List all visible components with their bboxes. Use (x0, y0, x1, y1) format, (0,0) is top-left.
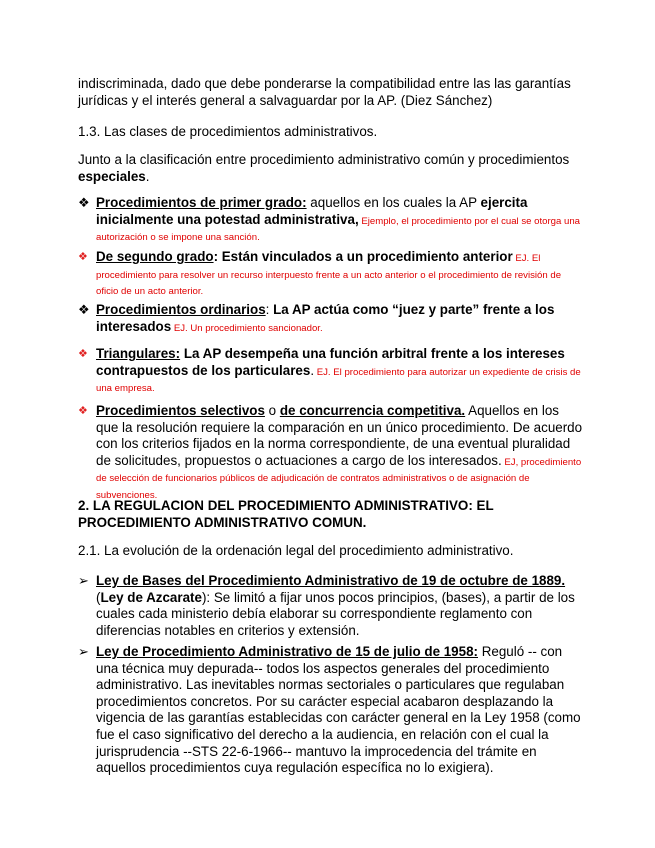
bullet-example: EJ. Un procedimiento sancionador. (171, 322, 323, 334)
bullet-bold: : Están vinculados a un procedimiento anterior (213, 249, 513, 264)
law-title: Ley de Procedimiento Administrativo de 15 de julio de 1958: (96, 644, 478, 659)
law-1889 (78, 573, 584, 639)
section-title-text: 1.3. Las clases de procedimientos administrativos. (78, 124, 378, 139)
section-2-heading (78, 498, 584, 531)
intro-text: indiscriminada, dado que debe ponderarse la compatibilidad entre las las garantías jurídicas y el interés general a salvaguardar por la AP. (Diez Sánchez) (78, 76, 571, 108)
bullet-primer-grado (78, 195, 584, 245)
bullet-bold: ejercita inicialmente una potestad administrativa, (96, 195, 528, 227)
lead-end: . (145, 168, 150, 184)
diamond-bullet-icon: ❖ (78, 302, 90, 317)
arrow-bullet-icon: ➢ (78, 573, 89, 588)
bullet-term: Procedimientos selectivos (96, 403, 265, 418)
bullet-term: Procedimientos de primer grado: (96, 195, 307, 210)
diamond-bullet-icon: ❖ (78, 251, 88, 263)
bullet-text: aquellos en los cuales la AP (306, 195, 481, 210)
law-text: Reguló -- con una técnica muy depurada-- todos los aspectos generales del procedimiento administrativo. Las inevitables normas sectoriales o particulares que regulaban procedimientos concretos. Por su carácter especial acabaron desplazando la vigencia de las garantías establecidas con carácter general en la Ley 1958 (como fue el caso significativo del derecho a la audiencia, en relación con el cual la jurisprudencia --STS 22-6-1966-- mantuvo la improcedencia del trámite en aquellos procedimientos cuya regulación específica no lo exigiera). (96, 644, 581, 776)
bullet-term: Procedimientos ordinarios (96, 302, 266, 317)
law-text: ): Se limitó a fijar unos pocos principios, (bases), a partir de los cuales cada ministerio debía elaborar su correspondiente reglamento con diferencias notables en criterios y extensión. (96, 589, 575, 638)
bullet-text: . (310, 362, 315, 378)
bullet-ordinarios (78, 302, 584, 335)
law-paren: ( (96, 589, 101, 605)
law-alias: Ley de Azcarate (100, 589, 202, 605)
section-2-1-title (78, 543, 584, 560)
bullet-term-2: de concurrencia competitiva. (279, 403, 466, 418)
bullet-bold: La AP actúa como “juez y parte” frente a los interesados (96, 302, 555, 334)
bullet-text: : (265, 302, 274, 317)
bullet-example: EJ. El procedimiento para resolver un recurso interpuesto frente a un acto anterior o el procedimiento de revisión de oficio de un acto anterior. (96, 253, 562, 298)
bullet-example: Ejemplo, el procedimiento por el cual se otorga una autorización o se impone una sanción. (96, 215, 581, 244)
bullet-segundo-grado (78, 249, 584, 299)
diamond-bullet-icon: ❖ (78, 348, 88, 360)
section-2-heading-text: 2. LA REGULACION DEL PROCEDIMIENTO ADMINISTRATIVO: EL PROCEDIMIENTO ADMINISTRATIVO COMUN. (78, 498, 494, 530)
section-1-3-lead (78, 152, 584, 185)
diamond-bullet-icon: ❖ (78, 195, 90, 210)
lead-text: Junto a la clasificación entre procedimiento administrativo común y procedimientos (78, 152, 570, 167)
diamond-bullet-icon: ❖ (78, 405, 88, 417)
bullet-example: EJ. El procedimiento para autorizar un expediente de crisis de una empresa. (96, 366, 581, 395)
section-2-1-title-text: 2.1. La evolución de la ordenación legal del procedimiento administrativo. (78, 543, 514, 558)
law-title: Ley de Bases del Procedimiento Administrativo de 19 de octubre de 1889. (96, 573, 566, 588)
bullet-bold: La AP desempeña una función arbitral frente a los intereses contrapuestos de los particulares (96, 346, 565, 378)
bullet-selectivos (78, 403, 584, 503)
bullet-term: Triangulares: (96, 346, 181, 361)
arrow-bullet-icon: ➢ (78, 644, 89, 659)
bullet-connector: o (264, 403, 280, 418)
bullet-text: Aquellos en los que la resolución requiere la comparación en un único procedimiento. De acuerdo con los criterios fijados en la norma correspondiente, de una eventual pluralidad de solicitudes, propuestos o actuaciones a cargo de los interesados. (96, 403, 583, 468)
bullet-triangulares (78, 346, 584, 396)
law-1958 (78, 644, 584, 777)
intro-paragraph (78, 76, 584, 109)
section-1-3-title (78, 124, 584, 141)
lead-bold: especiales (78, 168, 146, 184)
bullet-example: EJ, procedimiento de selección de funcionarios públicos de adjudicación de contratos administrativos o de asignación de subvenciones. (96, 456, 582, 501)
bullet-term: De segundo grado (96, 249, 214, 264)
